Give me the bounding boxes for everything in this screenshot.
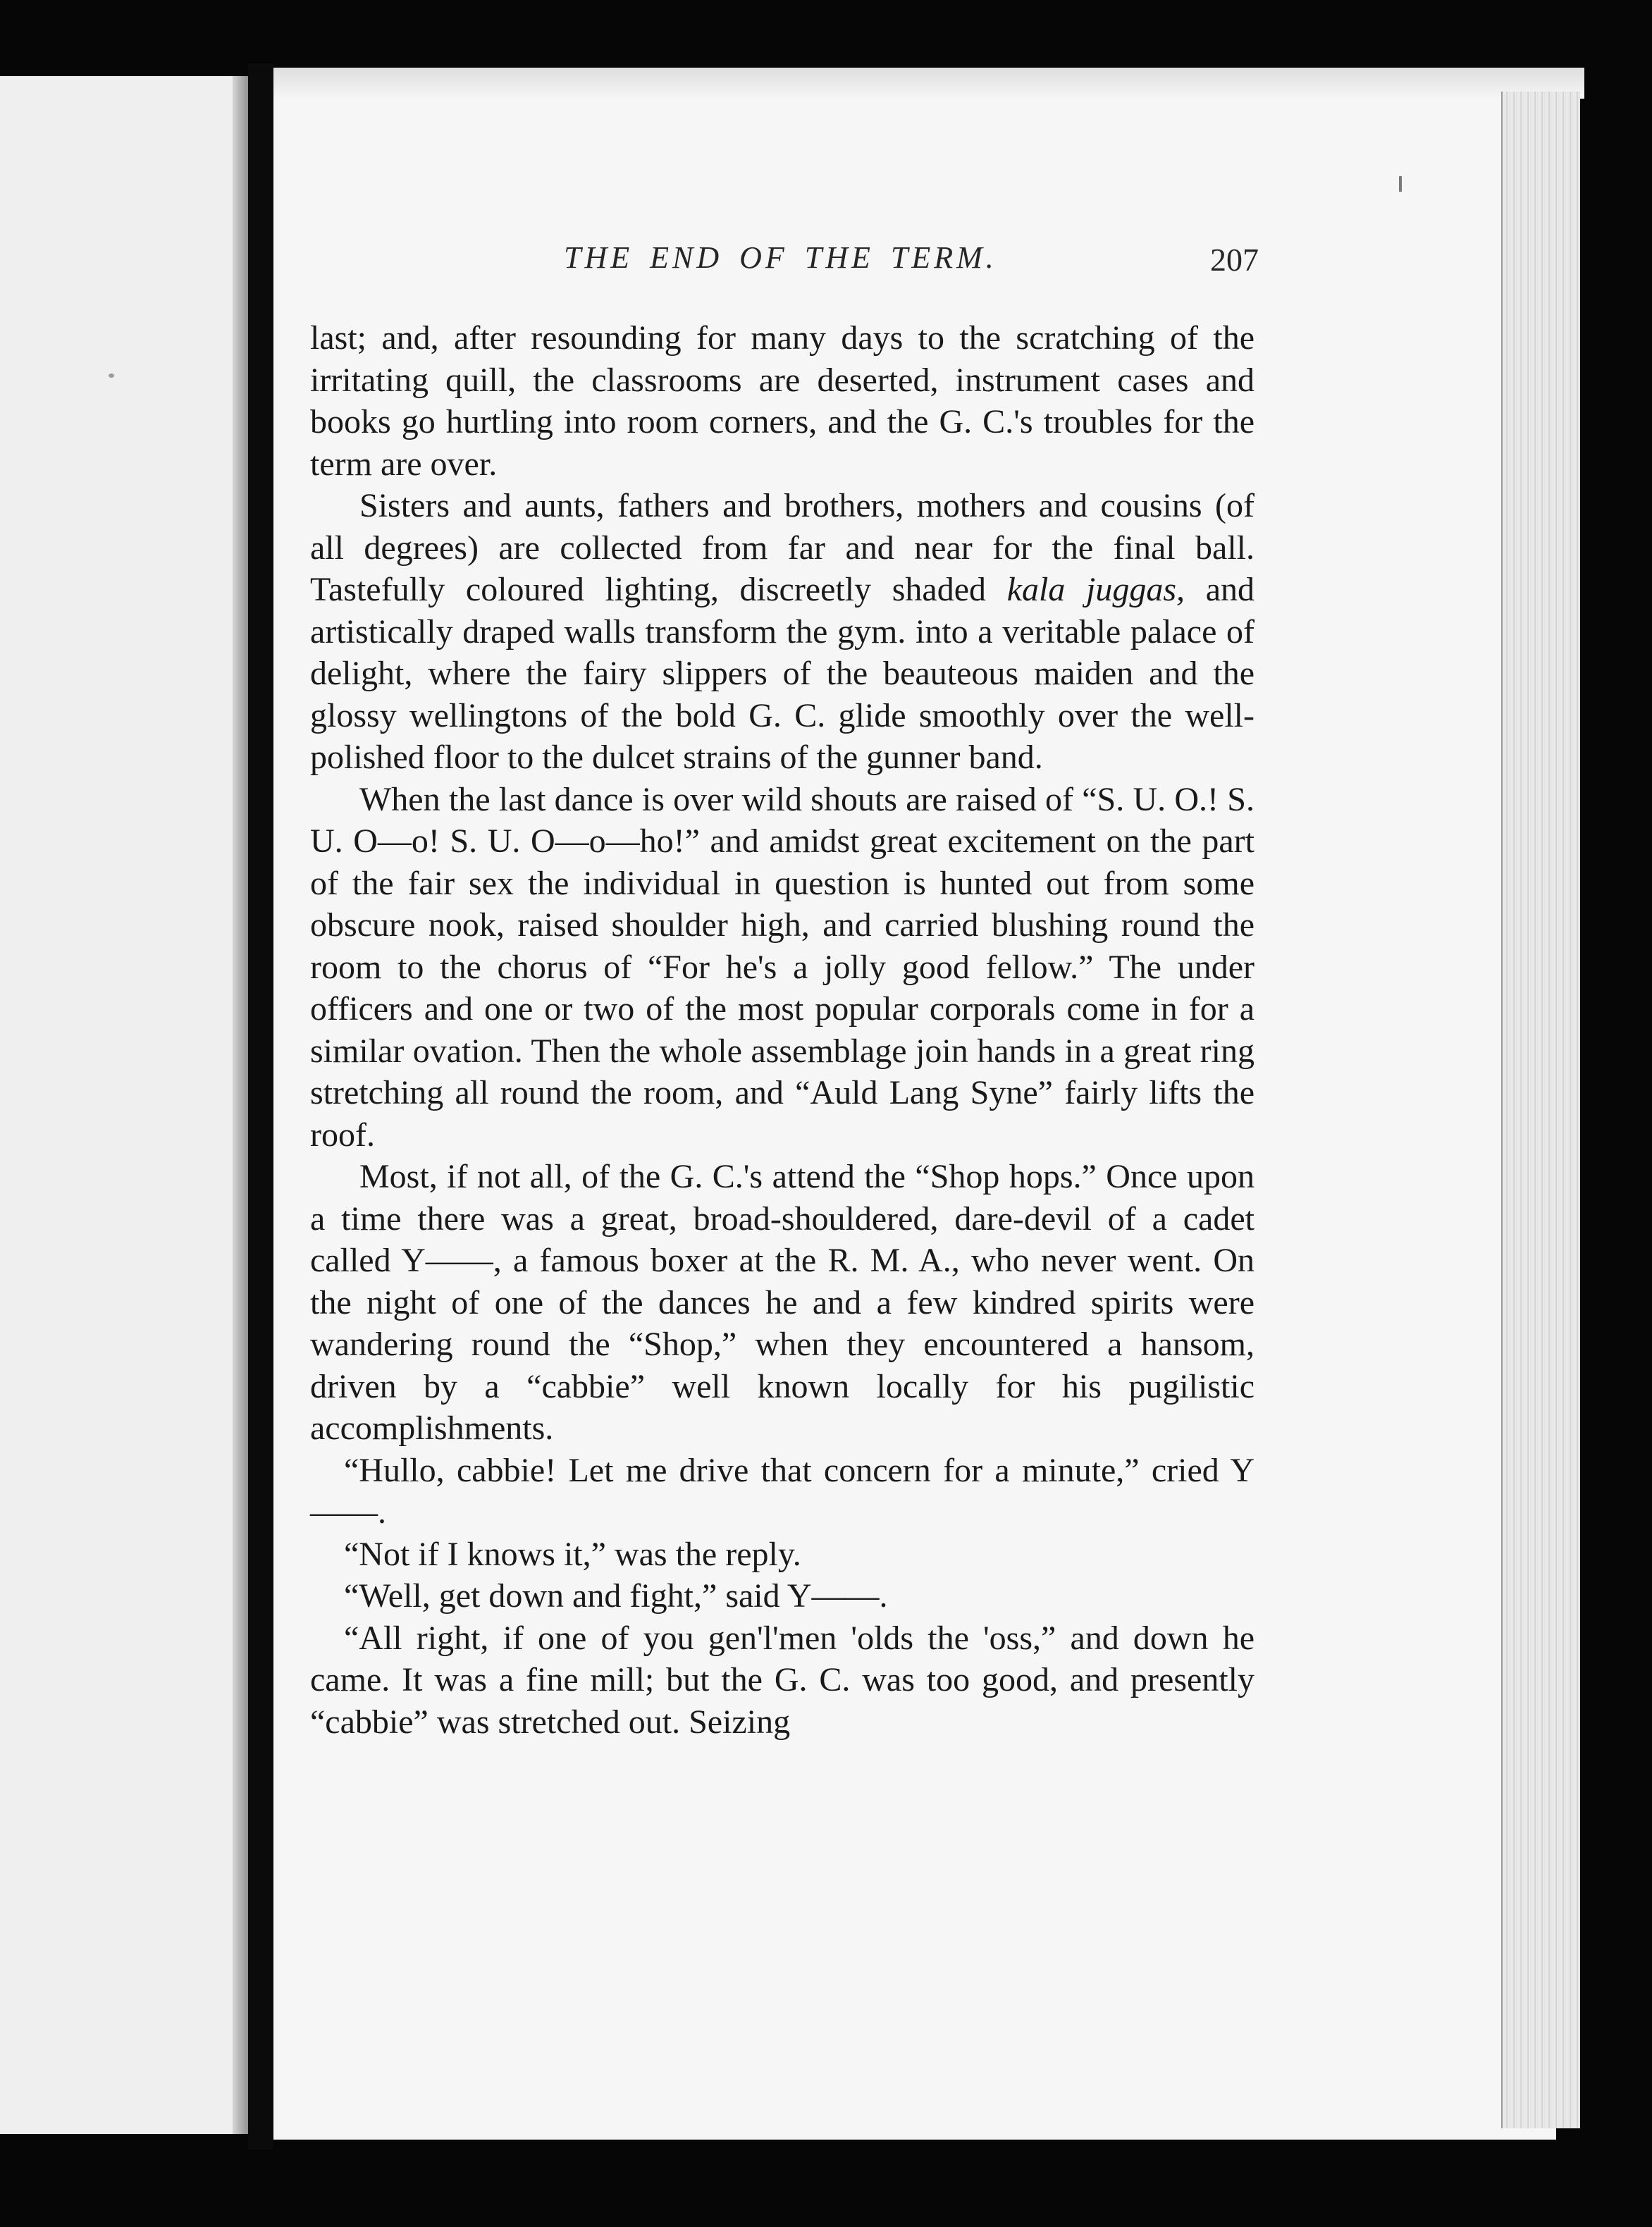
dialogue-get-down-and-fight: “Well, get down and fight,” said Y——. <box>344 1577 888 1615</box>
scan-mark <box>1399 176 1402 192</box>
page-top-edge <box>273 68 1584 99</box>
page-number: 207 <box>1210 242 1259 278</box>
dialogue-hullo-cabbie: “Hullo, cabbie! Let me drive that concern for a minute,” cried Y——. <box>310 1451 1255 1531</box>
dialogue-not-if-i-knows: “Not if I knows it,” was the reply. <box>344 1535 801 1573</box>
paragraph-final-ball <box>310 485 1255 779</box>
running-head <box>310 240 1259 317</box>
book-gutter <box>248 63 273 2149</box>
paragraph-final-ball-text: Sisters and aunts, fathers and brothers, mothers and cousins (of all degrees) are collected from far and near for the final ball. Tastefully coloured lighting, discreetly shaded kala juggas, and artistically draped walls transform the gym. into a veritable palace of delight, where the fairy slippers of the beauteous maiden and the glossy wellingtons of the bold G. C. glide smoothly over the well-polished floor to the dulcet strains of the gunner band. <box>310 487 1255 776</box>
page-block-edges <box>1501 92 1580 2128</box>
paragraph-last-dance: When the last dance is over wild shouts are raised of “S. U. O.! S. U. O—o! S. U. O—o—ho!” and amidst great excitement on the part of the fair sex the individual in question is hunted out from some obscure nook, raised shoulder high, and carried blushing round the room to the chorus of “For he's a jolly good fellow.” The under officers and one or two of the most popular corporals come in for a similar ovation. Then the whole assemblage join hands in a great ring stretching all round the room, and “Auld Lang Syne” fairly lifts the roof. <box>310 780 1255 1154</box>
page-text-block <box>310 240 1259 1743</box>
running-head-title: THE END OF THE TERM. <box>564 240 997 275</box>
paragraph-shop-hops: Most, if not all, of the G. C.'s attend the “Shop hops.” Once upon a time there was a great, broad-shouldered, dare-devil of a cadet called Y——, a famous boxer at the R. M. A., who never went. On the night of one of the dances he and a few kindred spirits were wandering round the “Shop,” when they encountered a hansom, driven by a “cabbie” well known locally for his pugilistic accomplishments. <box>310 1158 1255 1447</box>
paragraph-continuation: last; and, after resounding for many days to the scratching of the irritating quill, the classrooms are deserted, instrument cases and books go hurtling into room corners, and the G. C.'s troubles for the term are over. <box>310 319 1255 483</box>
dialogue-all-right: “All right, if one of you gen'l'men 'olds the 'oss,” and down he came. It was a fine mill; but the G. C. was too good, and presently “cabbie” was stretched out. Seizing <box>310 1619 1255 1741</box>
facing-page-left <box>0 76 251 2134</box>
scan-speck <box>109 374 114 378</box>
italic-term-kala-juggas: kala juggas, <box>1006 571 1185 608</box>
